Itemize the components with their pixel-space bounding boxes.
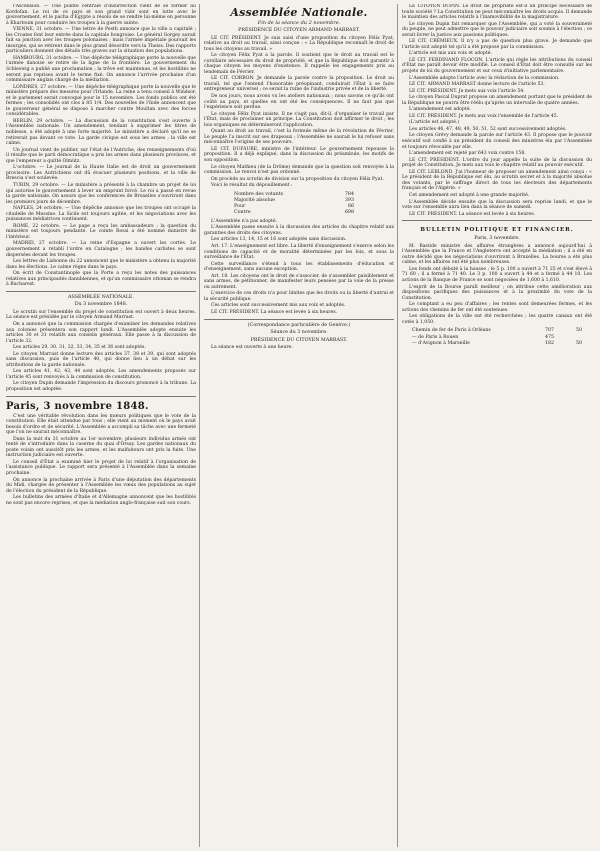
paragraph: VIENNE, 31 octobre. — Une lettre de Pesth annonce que la ville a capitulé ; les Croates font leur entrée dans la capitale hongroise. Le général Gorgey aurait fait sa jonction avec les troupes polonaises ; mais l'armée impériale poursuit les insurgés, qui se retirent dans le plus grand désordre vers la Theiss. Des rapports particuliers donnent des détails très graves sur la situation des populations. <box>6 27 196 55</box>
stock-price-table <box>412 328 592 347</box>
paragraph: L'Assemblée décide ensuite que la discussion sera reprise lundi, et que le vote sur l'ensemble aura lieu dans la séance de samedi. <box>402 199 592 211</box>
paragraph: LE CITOYEN DUPIN. Le droit de propriété est-il un principe nécessaire de toute société ? La Constitution ne peut méconnaître les droits acquis. Il demande le maintien des articles relatifs à l'inamovibilité de la magistrature. <box>402 4 592 21</box>
paragraph: Le citoyen Mathieu (de la Drôme) demande que la question soit renvoyée à la commission. Le renvoi n'est pas ordonné. <box>204 164 394 176</box>
paragraph: L'article est mis aux voix et adopté. <box>409 51 492 57</box>
vote-value: 698 <box>344 209 354 215</box>
paragraph: BERLIN, 29 octobre. — La discussion de la constitution s'est ouverte à l'Assemblée nationale. Un amendement, tendant à supprimer les titres de noblesse, a été adopté à une forte majorité. Le ministère a déclaré qu'il ne se retirerait pas devant ce vote. La garde civique est sous les armes ; la ville est calme. <box>6 118 196 147</box>
paragraph: Voici le résultat du dépouillement : <box>211 183 293 189</box>
paragraph: La séance est ouverte à une heure. <box>211 345 293 351</box>
section-divider <box>6 396 196 397</box>
paragraph: On écrit de Constantinople que la Porte a reçu les notes des puissances relatives aux principautés danubiennes, et qu'un commissaire ottoman se rendra à Bucharest. <box>6 271 196 288</box>
paragraph: Le citoyen Pascal Duprat propose un amendement portant que le président de la République ne pourra être réélu qu'après un intervalle de quatre années. <box>402 95 592 106</box>
paragraph: On annonce la prochaine arrivée à Paris d'une députation des départements du Midi, chargée de présenter à l'Assemblée les vœux des populations au sujet de l'élection du président de la République. <box>6 477 196 494</box>
vote-result-table <box>234 192 394 216</box>
security-name: — d'Avignon à Marseille <box>412 340 470 346</box>
price-row <box>412 341 582 347</box>
section-heading: (Correspondance particulière de Genève.) <box>247 322 351 328</box>
security-name: Chemin de fer de Paris à Orléans <box>412 328 491 334</box>
vote-row <box>234 210 354 216</box>
paragraph: L'amendement est rejeté par 643 voix contre 158. <box>409 151 526 157</box>
paragraph: MADRID, 27 octobre. — La reine d'Espagne a ouvert les cortès. Le gouvernement a rétabli l'ordre en Catalogne ; les bandes carlistes se sont dispersées devant les troupes. <box>6 241 196 258</box>
price-value: 707 <box>545 328 554 334</box>
paragraph: Ces articles sont successivement mis aux voix et adoptés. <box>211 303 346 309</box>
paragraph: l'Ascension. — Une pointe centrale d'insurrection vient de se former au Kordofan. Le roi de ce pays et son grand vizir sont en lutte avec le gouvernement, et le pacha d'Egypte a résolu de se rendre lui-même en personne à Khartoum pour conduire les troupes à la guerre sainte. <box>6 4 196 26</box>
paragraph: Le citoyen Félix Pyat a la parole. Il soutient que le droit au travail est le corollaire nécessaire du droit de propriété, et que la République doit garantir à chaque citoyen les moyens d'existence. Il rappelle les engagements pris au lendemain de Février. <box>204 53 394 75</box>
paragraph: Cet amendement est adopté à une grande majorité. <box>409 192 530 198</box>
paragraph: LE CIT. LEBLOND. J'ai l'honneur de proposer un amendement ainsi conçu : « Le président de la République est élu, au scrutin secret et à la majorité absolue des votants, par le suffrage direct de tous les électeurs des départements français et de l'Algérie. » <box>402 169 592 192</box>
paragraph: NAPLES, 24 octobre. — Une dépêche annonce que les troupes ont occupé la citadelle de Messine. La Sicile est toujours agitée, et les négociations avec les puissances médiatrices continuent. <box>6 206 196 223</box>
column-right <box>402 4 592 847</box>
paragraph: Les articles 41, 42, 43, 44 sont adoptés. Les amendements proposés sur l'article 45 sont renvoyés à la commission de constitution. <box>6 369 196 380</box>
paragraph: L'esprit de la Bourse paraît meilleur ; on attribue cette amélioration aux dispositions pacifiques des puissances et à la proximité du vote de la Constitution. <box>402 284 592 301</box>
column-rule <box>397 4 398 847</box>
paragraph: Art. 18. Les citoyens ont le droit de s'associer, de s'assembler paisiblement et sans armes, de pétitionner, de manifester leurs pensées par la voie de la presse ou autrement. <box>204 273 394 290</box>
paragraph: C'est une véritable révolution dans les mœurs politiques que le vote de la constitution. Elle était attendue par tous ; elle vient au moment où le pays avait besoin d'ordre et de sécurité. L'Assemblée a accompli sa tâche avec une fermeté que l'on ne saurait méconnaître. <box>6 413 196 436</box>
paragraph: Cette surveillance s'étend à tous les établissements d'éducation et d'enseignement, sans aucune exception. <box>204 261 394 273</box>
vote-label: Majorité absolue <box>234 197 276 203</box>
paragraph: LE CIT. CORBON. Je demande la parole contre la proposition. Le droit au travail, tel que l'entend l'honorable préopinant, conduirait l'État à se faire entrepreneur universel ; ce serait la ruine de l'industrie privée et de la liberté. <box>204 76 394 93</box>
paragraph: Le citoyen Dupin demande l'impression du discours prononcé à la tribune. La proposition est adoptée. <box>6 381 196 392</box>
vote-value: 784 <box>344 191 354 197</box>
paragraph: Les lettres de Lisbonne du 22 annoncent que le ministère a obtenu la majorité dans les élections. Le calme règne dans le pays. <box>6 259 196 270</box>
paragraph: Les articles 29, 30, 31, 32, 33, 34, 35 et 36 sont adoptés. <box>13 345 146 351</box>
vote-label: Pour <box>234 203 246 209</box>
paragraph: De nos jours, nous avons vu les ateliers nationaux ; nous savons ce qu'ils ont coûté au pays, et quelles en ont été les conséquences. Il ne faut pas que l'expérience soit perdue. <box>204 94 394 111</box>
paragraph: (L'article est adopté.) <box>409 120 460 126</box>
price-cents: 50 <box>576 328 582 334</box>
paragraph: LE CIT. ARMAND MARRAST donne lecture de l'article 53. <box>409 82 545 88</box>
paragraph: Art. 17. L'enseignement est libre. La liberté d'enseignement s'exerce selon les conditions de capacité et de moralité déterminées par les lois, et sous la surveillance de l'État. <box>204 243 394 261</box>
paragraph: M. Bastide ministre des affaires étrangères a annoncé aujourd'hui à l'Assemblée que la France et l'Angleterre ont accepté la médiation ; il a été en outre décidé que les négociations s'ouvriront à Bruxelles. La bourse a été plus calme, et les affaires ont été plus nombreuses. <box>402 243 592 266</box>
masthead-subtitle: Fin de la séance du 2 novembre. <box>257 20 341 26</box>
vote-label: Contre <box>234 209 251 215</box>
paragraph: LE CIT. FERDINAND FLOCON. L'article qui règle les attributions du conseil d'État me paraît devoir être modifié. Le conseil d'État doit être consulté sur les projets de loi du gouvernement et sur ceux d'initiative parlementaire. <box>402 57 592 75</box>
section-subheading: Séance du 3 novembre. <box>270 330 328 336</box>
paragraph: Quant au droit au travail, c'est la formule même de la révolution de Février. Le peuple l'a inscrit sur ses drapeaux ; l'Assemblée ne saurait le lui refuser sans méconnaître l'origine de ses pouvoirs. <box>204 129 394 146</box>
paragraph: L'octobre. — Le journal de la Haute Italie est de droit un gouvernement provisoire. Les Autrichiens ont dû évacuer plusieurs positions, et la ville de Brescia s'est soulevée. <box>6 165 196 182</box>
presidency-line: PRÉSIDENCE DU CITOYEN ARMAND MARRAST. <box>238 28 360 33</box>
paragraph: L'Assemblée n'a pas adopté. <box>211 218 278 224</box>
column-left <box>6 4 196 847</box>
bulletin-dateline: Paris, 3 novembre. <box>474 236 520 242</box>
section-divider <box>204 319 394 320</box>
paragraph: LE CIT. PRÉSIDENT. La séance est levée à six heures. <box>409 211 536 217</box>
paragraph: LE CIT. PRÉSIDENT. Je mets aux voix l'ensemble de l'article 45. <box>409 113 559 119</box>
security-name: — de Paris à Rouen <box>412 334 459 340</box>
paragraph: LE CIT. PRÉSIDENT. L'ordre du jour appelle la suite de la discussion du projet de Constitution. Je mets aux voix le chapitre relatif au pouvoir exécutif. <box>402 157 592 169</box>
paragraph: Le citoyen Grévy demande la parole sur l'article 43. Il propose que le pouvoir exécutif soit confié à un président du conseil des ministres élu par l'Assemblée et toujours révocable par elle. <box>402 133 592 150</box>
paragraph: On a annoncé que la commission chargée d'examiner les demandes relatives aux colonies présentera son rapport lundi. L'Assemblée adopte ensuite les articles 30 et 31 relatifs aux conseils généraux. Elle passe à la discussion de l'article 32. <box>6 321 196 344</box>
paragraph: Le scrutin sur l'ensemble du projet de constitution est ouvert à deux heures. La séance est présidée par le citoyen Armand Marrast. <box>6 309 196 321</box>
paragraph: LE CIT. PRÉSIDENT. Je suis saisi d'une proposition du citoyen Félix Pyat, relative au droit au travail, ainsi conçue : « La République reconnaît le droit de tous les citoyens au travail. » <box>204 35 394 52</box>
paragraph: Les articles 13, 14, 15 et 16 sont adoptés sans discussion. <box>211 237 347 243</box>
paragraph: Le citoyen Marrast donne lecture des articles 37, 38 et 39, qui sont adoptés sans discussion, puis de l'article 40, qui donne lieu à un débat sur les attributions de la garde nationale. <box>6 351 196 368</box>
section-subheading: Du 3 novembre 1848. <box>74 302 128 308</box>
section-divider <box>6 291 196 292</box>
paragraph: Dans la nuit du 31 octobre au 1er novembre, plusieurs individus armés ont tenté de s'introduire dans la caserne du quai d'Orsay. Les gardes nationaux du poste voisin ont aussitôt pris les armes, et les malfaiteurs ont pris la fuite. Une instruction judiciaire est ouverte. <box>6 436 196 459</box>
vote-value: 86 <box>347 203 354 209</box>
vote-value: 393 <box>344 197 354 203</box>
paragraph: Les obligations de la ville ont été recherchées ; les quatre canaux ont été cotés à 1,050. <box>402 314 592 325</box>
column-middle <box>204 4 394 847</box>
section-heading: ASSEMBLÉE NATIONALE. <box>68 294 134 300</box>
price-cents: 50 <box>576 340 582 346</box>
paragraph: Un journal vient de publier, sur l'état de l'Autriche, des renseignements d'où il résulte que le parti démocratique a pris les armes dans plusieurs provinces, et que l'empereur a quitté Olmütz. <box>6 147 196 164</box>
paragraph: On procède au scrutin de division sur la proposition du citoyen Félix Pyat. <box>211 176 384 182</box>
paragraph: LE CIT. CRÉMIEUX. Il n'y a pas de question plus grave. Je demande que l'article soit adopté tel qu'il a été proposé par la commission. <box>402 39 592 50</box>
paragraph: LE CIT. DUFAURE, ministre de l'intérieur. Le gouvernement repousse la proposition. Il a déjà expliqué, dans la discussion du préambule, les motifs de son opposition. <box>204 146 394 164</box>
paragraph: Le comptant a eu peu d'affaires ; les rentes sont demeurées fermes, et les actions des chemins de fer ont été soutenues. <box>402 302 592 313</box>
dateline: Paris, 3 novembre 1848. <box>6 400 149 412</box>
paragraph: HAMBOURG, 31 octobre. — Une dépêche télégraphique porte la nouvelle que l'armée danoise se retire de la ligne de la frontière. Le gouvernement du Schleswig a publié une proclamation ; la trêve est maintenue, et les hostilités ne seront pas reprises avant le terme fixé. On annonce l'arrivée prochaine d'un commissaire anglais chargé de la médiation. <box>6 55 196 84</box>
paragraph: L'Assemblée passe ensuite à la discussion des articles du chapitre relatif aux garanties des droits des citoyens. <box>204 225 394 236</box>
paragraph: TURIN, 29 octobre. — Le ministère a présenté à la chambre un projet de loi qui autorise le gouvernement à lever un emprunt forcé. Le roi a passé en revue la garde nationale. On assure que les conférences de Bruxelles s'ouvriront dans les premiers jours de décembre. <box>6 182 196 205</box>
paragraph: Les bulletins des armées d'Italie et d'Allemagne annoncent que les hostilités ne sont pas encore reprises, et que la médiation anglo-française suit son cours. <box>6 495 196 506</box>
paragraph: L'amendement est adopté. <box>409 107 471 113</box>
paragraph: LE CIT. PRÉSIDENT. La séance est levée à six heures. <box>211 309 338 315</box>
paragraph: L'Assemblée adopte l'article avec la rédaction de la commission. <box>409 75 560 81</box>
paragraph: ROME, 22 octobre. — Le pape a reçu les ambassadeurs ; la question du ministère est toujours pendante. Le comte Rossi a été nommé ministre de l'intérieur. <box>6 223 196 240</box>
paragraph: Le conseil d'État a examiné hier le projet de loi relatif à l'organisation de l'assistance publique. Le rapport sera présenté à l'Assemblée dans la semaine prochaine. <box>6 459 196 477</box>
paragraph: Les articles 46, 47, 48, 49, 50, 51, 52 sont successivement adoptés. <box>409 126 567 132</box>
price-value: 475 <box>545 334 554 340</box>
price-value: 182 <box>545 340 554 346</box>
vote-label: Nombre des votants <box>234 191 284 197</box>
paragraph: LONDRES, 27 octobre. — Une dépêche télégraphique porte la nouvelle que le ministère prépare des mesures pour l'Irlande. La reine a tenu conseil à Windsor, et le parlement serait convoqué pour le 15 novembre. Les fonds publics ont été fermes ; les consolidés ont clos à 85 1/4. Des nouvelles de l'Inde annoncent que le gouverneur général se dispose à marcher contre Moultan avec des forces considérables. <box>6 84 196 118</box>
paragraph: Les fonds ont débuté à la hausse ; le 5 p. 100 a ouvert à 71 25 et s'est élevé à 71 60 ; il a fermé à 71 40. Le 3 p. 100 a ouvert à 44 et a fermé à 44 10. Les actions de la Banque de France se sont négociées de 1,600 à 1,610. <box>402 266 592 283</box>
paragraph: LE CIT. PRÉSIDENT. Je mets aux voix l'article 54. <box>409 88 525 94</box>
paragraph: Le citoyen Félix Pyat insiste. Il ne s'agit pas, dit-il, d'organiser le travail par l'État, mais de proclamer un principe. La Constitution doit affirmer le droit ; les lois organiques en détermineront l'application. <box>204 111 394 128</box>
column-rule <box>199 4 200 847</box>
paragraph: Le citoyen Dupin fait remarquer que l'Assemblée, qui a voté la souveraineté du peuple, ne peut admettre que le pouvoir judiciaire soit soumis à l'élection ; ce serait livrer la justice aux passions politiques. <box>402 21 592 38</box>
section-divider <box>402 220 592 221</box>
bulletin-heading: BULLETIN POLITIQUE ET FINANCIER. <box>420 227 574 234</box>
masthead-title: Assemblée Nationale. <box>230 6 368 19</box>
paragraph: L'exercice de ces droits n'a pour limites que les droits ou la liberté d'autrui et la sécurité publique. <box>204 291 394 302</box>
presidency-line: PRÉSIDENCE DU CITOYEN MARRAST. <box>250 337 348 343</box>
